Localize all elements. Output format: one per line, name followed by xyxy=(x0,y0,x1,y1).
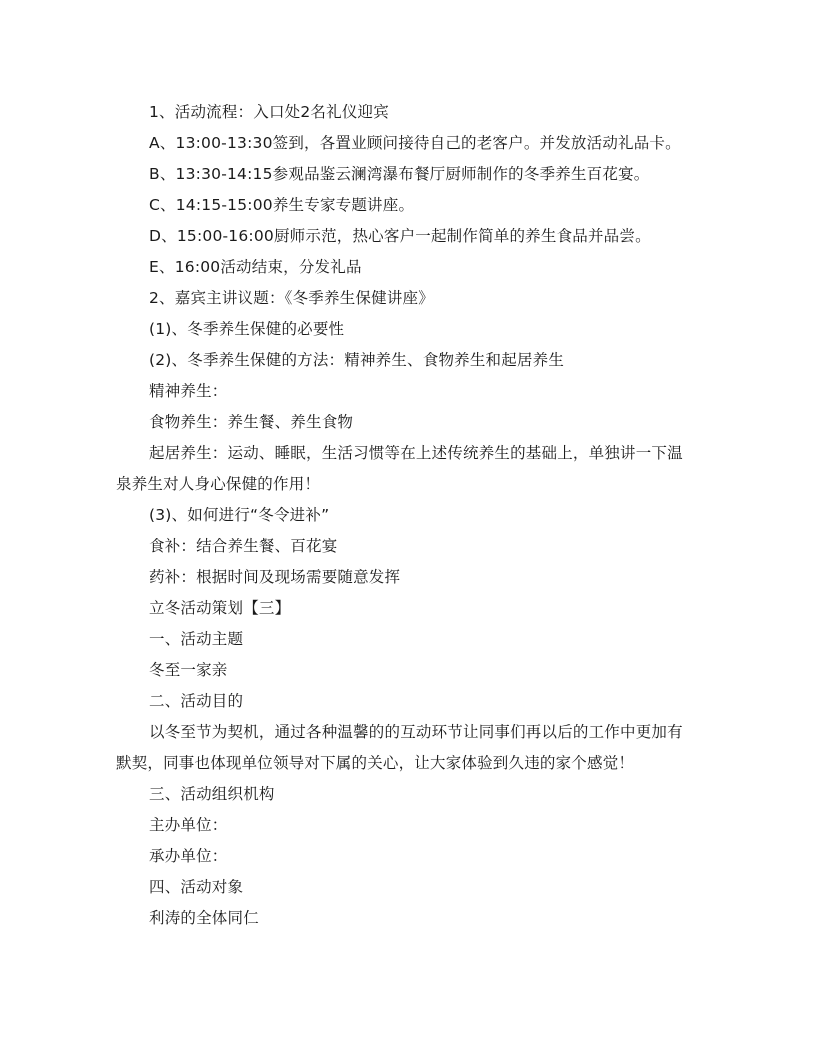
paragraph-line: 起居养生：运动、睡眠，生活习惯等在上述传统养生的基础上，单独讲一下温 xyxy=(149,444,683,462)
text-line: 食物养生：养生餐、养生食物 xyxy=(149,413,354,431)
text-line: 药补：根据时间及现场需要随意发挥 xyxy=(149,568,401,586)
heading-line: 四、活动对象 xyxy=(149,878,244,896)
text-line: 2、嘉宾主讲议题：《冬季养生保健讲座》 xyxy=(149,289,434,307)
paragraph-qiju xyxy=(116,438,706,500)
text-line: (3)、如何进行“冬令进补” xyxy=(149,506,330,524)
section-title: 立冬活动策划【三】 xyxy=(149,599,291,617)
paragraph-purpose xyxy=(116,717,706,779)
heading-line: 一、活动主题 xyxy=(149,630,244,648)
text-line: E、16:00活动结束，分发礼品 xyxy=(149,258,362,276)
text-line: 利涛的全体同仁 xyxy=(149,909,259,927)
paragraph-line: 泉养生对人身心保健的作用！ xyxy=(116,475,321,493)
text-line: B、13:30-14:15参观品鉴云澜湾瀑布餐厅厨师制作的冬季养生百花宴。 xyxy=(149,165,650,183)
heading-line: 三、活动组织机构 xyxy=(149,785,275,803)
document-body xyxy=(116,97,706,934)
heading-line: 二、活动目的 xyxy=(149,692,244,710)
text-line: D、15:00-16:00厨师示范，热心客户一起制作简单的养生食品并品尝。 xyxy=(149,227,651,245)
text-line: 1、活动流程：入口处2名礼仪迎宾 xyxy=(149,103,389,121)
text-line: C、14:15-15:00养生专家专题讲座。 xyxy=(149,196,415,214)
paragraph-line: 默契，同事也体现单位领导对下属的关心，让大家体验到久违的家个感觉！ xyxy=(116,754,635,772)
text-line: 食补：结合养生餐、百花宴 xyxy=(149,537,338,555)
paragraph-line: 以冬至节为契机，通过各种温馨的的互动环节让同事们再以后的工作中更加有 xyxy=(149,723,683,741)
text-line: 精神养生： xyxy=(149,382,228,400)
text-line: 承办单位： xyxy=(149,847,228,865)
text-line: (2)、冬季养生保健的方法：精神养生、食物养生和起居养生 xyxy=(149,351,565,369)
text-line: 主办单位： xyxy=(149,816,228,834)
text-line: A、13:00-13:30签到，各置业顾问接待自己的老客户。并发放活动礼品卡。 xyxy=(149,134,681,152)
text-line: 冬至一家亲 xyxy=(149,661,228,679)
text-line: (1)、冬季养生保健的必要性 xyxy=(149,320,345,338)
